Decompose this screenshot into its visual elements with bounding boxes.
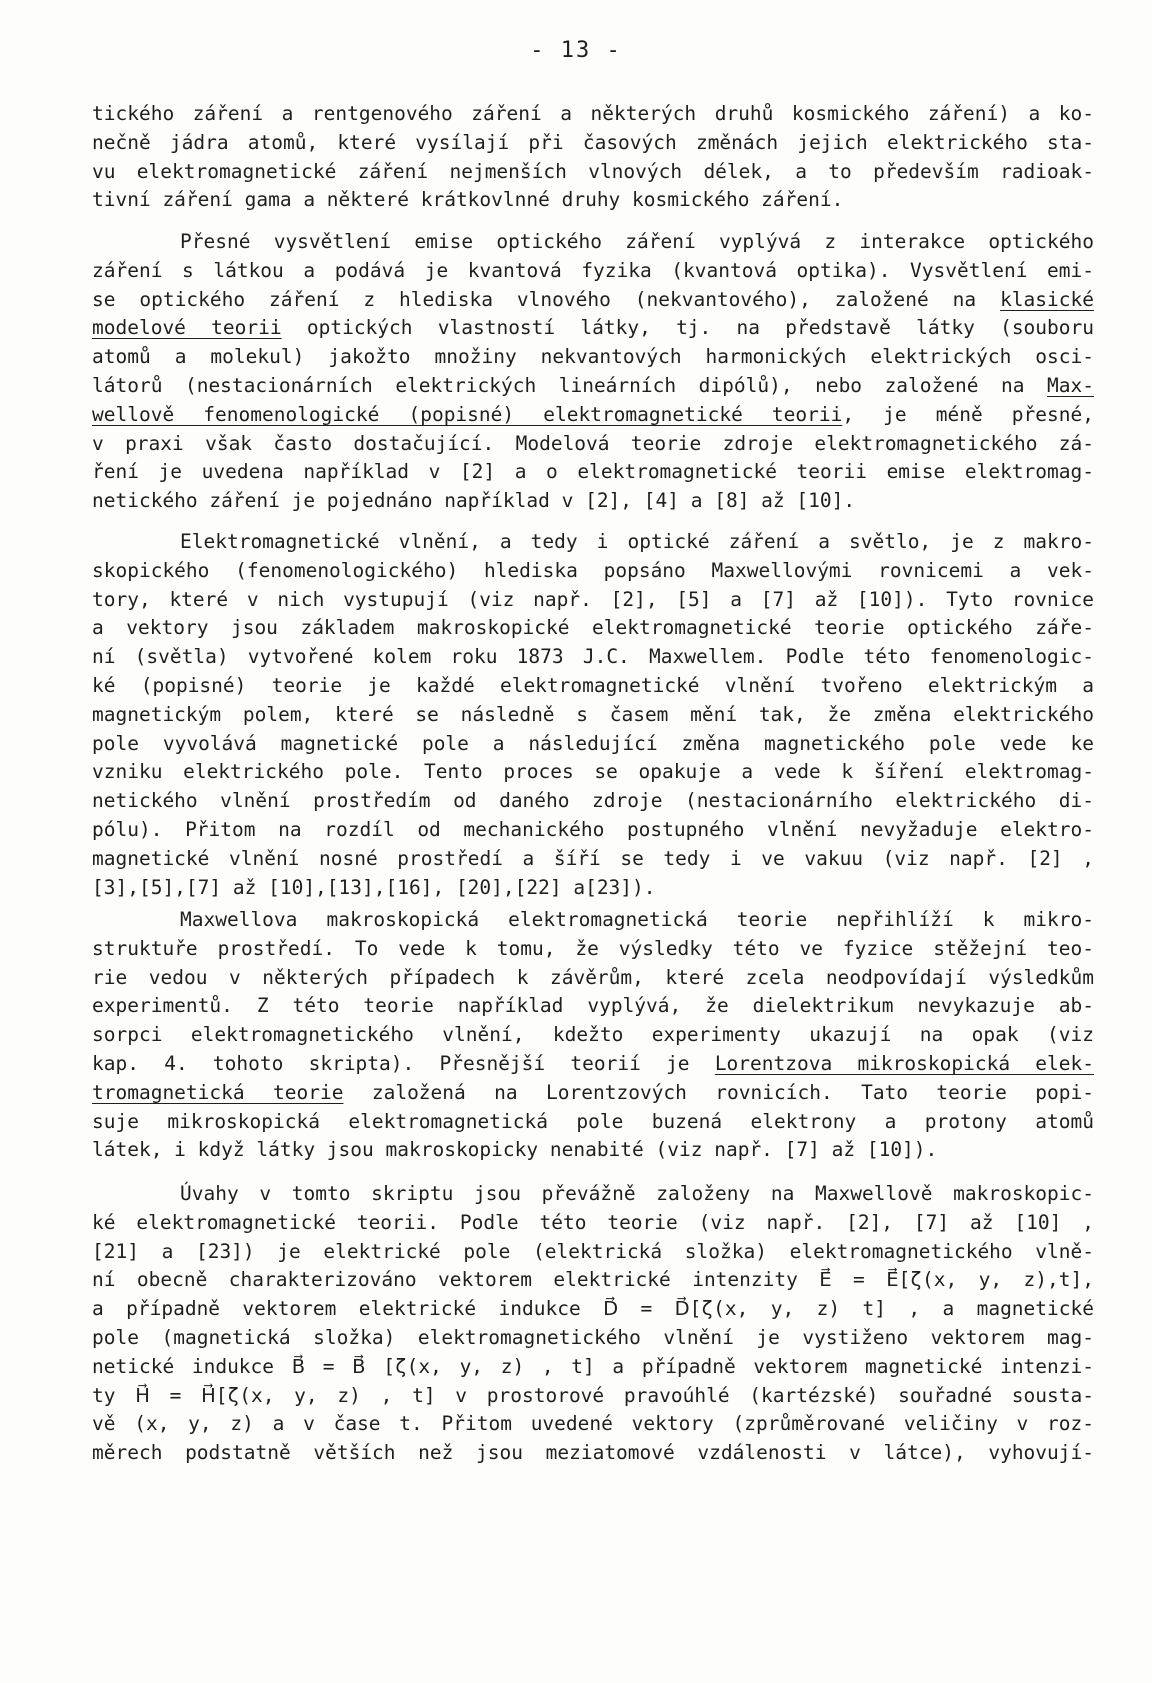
text-line: [3],[5],[7] až [10],[13],[16], [20],[22] a[23]). bbox=[92, 875, 656, 899]
text-line bbox=[92, 1050, 1094, 1079]
text-line: vzniku elektrického pole. Tento proces se opakuje a vede k šíření elektromag- bbox=[92, 760, 1094, 784]
paragraph-1 bbox=[92, 100, 1094, 215]
text-segment: založená na Lorentzových rovnicích. Tato teorie popi- bbox=[371, 1080, 1094, 1104]
text-line bbox=[92, 314, 1094, 343]
text-line: Úvahy v tomto skriptu jsou převážně založeny na Maxwellově makroskopic- bbox=[180, 1182, 1094, 1205]
text-line: Přesné vysvětlení emise optického záření vyplývá z interakce optického bbox=[180, 230, 1094, 253]
text-line: vě (x, y, z) a v čase t. Přitom uvedené vektory (zprůměrované veličiny v roz- bbox=[92, 1412, 1094, 1436]
text-line: a případně vektorem elektrické indukce D⃗ = D⃗[ζ(x, y, z) t] , a magnetické bbox=[92, 1297, 1094, 1321]
text-line: tory, které v nich vystupují (viz např. [2], [5] a [7] až [10]). Tyto rovnice bbox=[92, 587, 1094, 611]
underlined-term: modelové teorii bbox=[92, 316, 282, 340]
underlined-term: klasické bbox=[1000, 287, 1094, 311]
text-line: magnetickým polem, které se následně s časem mění tak, že změna elektrického bbox=[92, 702, 1094, 726]
text-segment: kap. 4. tohoto skripta). Přesnější teorií je bbox=[92, 1051, 690, 1075]
page-number: - 13 - bbox=[530, 38, 622, 63]
text-line: Maxwellova makroskopická elektromagnetická teorie nepřihlíží k mikro- bbox=[180, 908, 1094, 931]
text-line: vu elektromagnetické záření nejmenších vlnových délek, a to především radioak- bbox=[92, 159, 1094, 183]
text-line: nečně jádra atomů, které vysílají při časových změnách jejich elektrického sta- bbox=[92, 130, 1094, 154]
text-line: měrech podstatně větších než jsou meziatomové vzdálenosti v látce), vyhovují- bbox=[92, 1441, 1094, 1465]
paragraph-2 bbox=[92, 228, 1094, 516]
text-line: záření s látkou a podává je kvantová fyzika (kvantová optika). Vysvětlení emi- bbox=[92, 258, 1094, 282]
text-line: látek, i když látky jsou makroskopicky nenabité (viz např. [7] až [10]). bbox=[92, 1138, 938, 1162]
text-line: ření je uvedena například v [2] a o elektromagnetické teorii emise elektromag- bbox=[92, 460, 1094, 484]
text-line bbox=[92, 401, 1094, 430]
text-line: ní (světla) vytvořené kolem roku 1873 J.C. Maxwellem. Podle této fenomenologic- bbox=[92, 645, 1094, 669]
text-line: magnetické vlnění nosné prostředí a šíří se tedy i ve vakuu (viz např. [2] , bbox=[92, 846, 1094, 870]
text-segment: se optického záření z hlediska vlnového (nekvantového), založené na bbox=[92, 287, 977, 311]
text-line: rie vedou v některých případech k závěrům, které zcela neodpovídají výsledkům bbox=[92, 965, 1094, 989]
text-line: a vektory jsou základem makroskopické elektromagnetické teorie optického záře- bbox=[92, 616, 1094, 640]
text-line bbox=[92, 286, 1094, 315]
text-line: ké (popisné) teorie je každé elektromagnetické vlnění tvořeno elektrickým a bbox=[92, 673, 1094, 697]
text-segment: , je méně přesné, bbox=[842, 402, 1094, 426]
text-line: Elektromagnetické vlnění, a tedy i optické záření a světlo, je z makro- bbox=[180, 530, 1094, 553]
paragraph-5 bbox=[92, 1180, 1094, 1468]
text-line: pole vyvolává magnetické pole a následující změna magnetického pole vede ke bbox=[92, 731, 1094, 755]
text-line: tivní záření gama a některé krátkovlnné druhy kosmického záření. bbox=[92, 188, 844, 212]
text-line: ní obecně charakterizováno vektorem elektrické intenzity E⃗ = E⃗[ζ(x, y, z),t], bbox=[92, 1268, 1094, 1292]
text-line: skopického (fenomenologického) hlediska popsáno Maxwellovými rovnicemi a vek- bbox=[92, 558, 1094, 582]
underlined-term: wellově fenomenologické (popisné) elektromagnetické teorii bbox=[92, 402, 843, 426]
text-line: ké elektromagnetické teorii. Podle této teorie (viz např. [2], [7] až [10] , bbox=[92, 1210, 1094, 1234]
underlined-term: Lorentzova mikroskopická elek- bbox=[714, 1051, 1094, 1075]
text-line bbox=[92, 1079, 1094, 1108]
text-line: ty H⃗ = H⃗[ζ(x, y, z) , t] v prostorové pravoúhlé (kartézské) souřadné soustа- bbox=[92, 1383, 1094, 1407]
text-line: tického záření a rentgenového záření a některých druhů kosmického záření) a ko- bbox=[92, 102, 1094, 125]
underlined-term: Max- bbox=[1047, 373, 1094, 397]
text-line: struktuře prostředí. To vede k tomu, že výsledky této ve fyzice stěžejní teo- bbox=[92, 936, 1094, 960]
text-line: netického záření je pojednáno například v [2], [4] a [8] až [10]. bbox=[92, 489, 856, 513]
text-line: netické indukce B⃗ = B⃗ [ζ(x, y, z) , t] a případně vektorem magnetické intenzi- bbox=[92, 1354, 1094, 1378]
text-line: atomů a molekul) jakožto množiny nekvantových harmonických elektrických osci- bbox=[92, 345, 1094, 369]
underlined-term: tromagnetická teorie bbox=[92, 1080, 344, 1104]
text-line: suje mikroskopická elektromagnetická pole buzená elektrony a protony atomů bbox=[92, 1109, 1094, 1133]
text-line: v praxi však často dostačující. Modelová teorie zdroje elektromagnetického zá- bbox=[92, 431, 1094, 455]
text-line: sorpci elektromagnetického vlnění, kdežto experimenty ukazují na opak (viz bbox=[92, 1023, 1094, 1047]
text-segment: optických vlastností látky, tj. na představě látky (souboru bbox=[306, 316, 1094, 340]
text-segment: látorů (nestacionárních elektrických lineárních dipólů), nebo založené na bbox=[92, 373, 1025, 397]
text-line: pólu). Přitom na rozdíl od mechanického postupného vlnění nevyžaduje elektro- bbox=[92, 817, 1094, 841]
paragraph-4 bbox=[92, 906, 1094, 1165]
text-line: [21] a [23]) je elektrické pole (elektrická složka) elektromagnetického vlně- bbox=[92, 1239, 1094, 1263]
text-line: pole (magnetická složka) elektromagnetického vlnění je vystiženo vektorem mag- bbox=[92, 1325, 1094, 1349]
paragraph-3 bbox=[92, 528, 1094, 902]
text-line bbox=[92, 372, 1094, 401]
text-line: experimentů. Z této teorie například vyplývá, že dielektrikum nevykazuje ab- bbox=[92, 994, 1094, 1018]
text-line: netického vlnění prostředím od daného zdroje (nestacionárního elektrického di- bbox=[92, 789, 1094, 813]
